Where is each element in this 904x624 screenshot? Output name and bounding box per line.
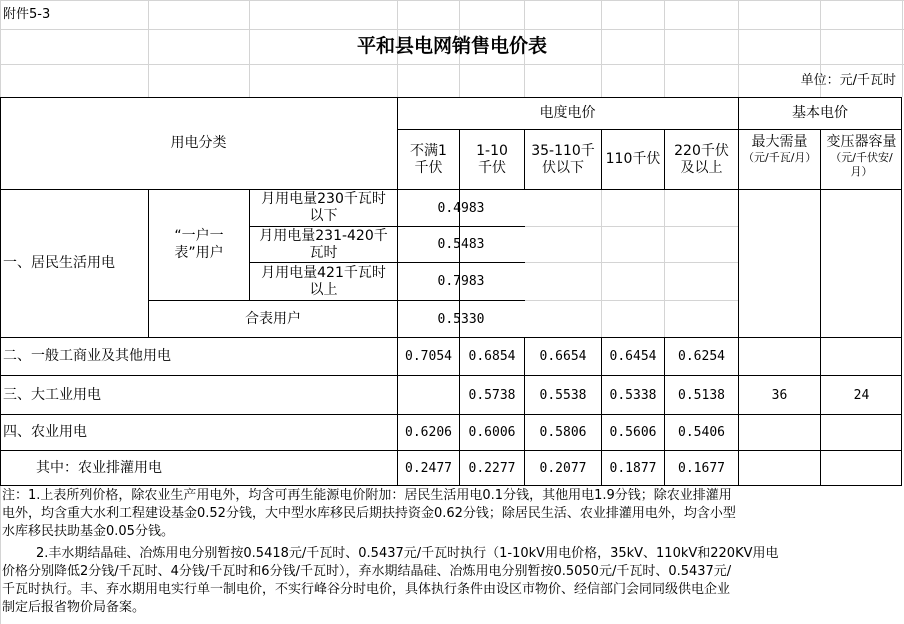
- row-irrigation-price-lt1kv: 0.2477: [405, 460, 452, 476]
- note2-line4: 制定后报省物价局备案。: [2, 600, 146, 615]
- row-general-label: 二、一般工商业及其他用电: [3, 348, 171, 364]
- header-col-lt1kv: 不满1千伏: [410, 142, 447, 176]
- row-agri-price-220kv: 0.5406: [678, 425, 725, 440]
- max-demand-unit: （元/千瓦/月）: [743, 151, 817, 164]
- row-tier3-price: 0.7983: [437, 274, 485, 289]
- note1-line3: 水库移民扶助基金0.05分钱。: [2, 524, 174, 539]
- row-agri-price-35-110kv: 0.5806: [539, 425, 587, 440]
- row-general-price-220kv: 0.6254: [678, 349, 725, 364]
- note2-line1: 2.丰水期结晶硅、冶炼用电分别暂按0.5418元/千瓦时、0.5437元/千瓦时执行（1-10kV用电价格，35kV、110kV和220KV用电: [36, 546, 779, 561]
- note1-line1: 注：1.上表所列价格，除农业生产用电外，均含可再生能源电价附加：居民生活用电0.1分钱，其他用电1.9分钱；除农业排灌用: [2, 488, 732, 503]
- row-irrigation-price-110kv: 0.1877: [609, 460, 657, 476]
- row-large-price-35-110kv: 0.5538: [539, 387, 587, 403]
- header-col-max-demand: [739, 134, 820, 188]
- unit-label: 单位：元/千瓦时: [800, 73, 896, 88]
- row-agri-price-lt1kv: 0.6206: [405, 425, 452, 440]
- transformer-unit: （元/千伏安/月）: [830, 151, 893, 178]
- page-title: 平和县电网销售电价表: [356, 35, 547, 57]
- row-irrigation-price-35-110kv: 0.2077: [539, 460, 587, 476]
- row-shared-meter-price: 0.5330: [437, 311, 485, 327]
- row-agri-price-110kv: 0.5606: [609, 425, 657, 440]
- row-tier1-price: 0.4983: [437, 200, 485, 216]
- row-irrigation-price-1-10kv: 0.2277: [468, 460, 516, 476]
- row-general-price-lt1kv: 0.7054: [405, 349, 452, 364]
- row-agri-label: 四、农业用电: [3, 424, 87, 440]
- note1-line2: 电外，均含重大水利工程建设基金0.52分钱，大中型水库移民后期扶持资金0.62分钱；除居民生活、农业排灌用电外，均含小型: [2, 506, 736, 521]
- row-large-label: 三、大工业用电: [3, 386, 101, 403]
- header-basic-price: 基本电价: [792, 104, 848, 121]
- note2-line2: 价格分别降低2分钱/千瓦时、4分钱/千瓦时和6分钱/千瓦时），弃水期结晶硅、冶炼用电分别暂按0.5050元/千瓦时、0.5437元/: [2, 564, 732, 579]
- row-general-price-35-110kv: 0.6654: [539, 349, 587, 364]
- row-irrigation-price-220kv: 0.1677: [678, 460, 725, 476]
- row-shared-meter-label: 合表用户: [245, 310, 301, 327]
- header-col-35-110kv: 35-110千伏以下: [531, 142, 595, 176]
- row-residential-label: 一、居民生活用电: [3, 255, 115, 271]
- row-tier2-label: 月用电量231-420千瓦时: [259, 227, 388, 261]
- row-large-transformer: 24: [853, 387, 870, 403]
- transformer-label: 变压器容量: [826, 134, 897, 150]
- row-one-meter-label: “一户一表”用户: [174, 228, 224, 261]
- attachment-label: 附件5-3: [3, 7, 51, 22]
- row-large-price-1-10kv: 0.5738: [468, 387, 516, 403]
- row-tier1-label: 月用电量230千瓦时以下: [261, 191, 386, 224]
- header-col-transformer: [821, 134, 902, 188]
- note2-line3: 千瓦时执行。丰、弃水期用电实行单一制电价，不实行峰谷分时电价，具体执行条件由设区市物价、经信部门会同同级供电企业: [2, 582, 731, 597]
- row-tier2-price: 0.5483: [437, 237, 485, 252]
- header-category: 用电分类: [170, 134, 227, 151]
- row-general-price-110kv: 0.6454: [609, 349, 657, 364]
- max-demand-label: 最大需量: [751, 134, 808, 150]
- row-irrigation-label: 其中：农业排灌用电: [36, 459, 162, 476]
- row-large-price-220kv: 0.5138: [678, 387, 725, 403]
- header-col-220kv: 220千伏及以上: [674, 142, 729, 176]
- row-general-price-1-10kv: 0.6854: [468, 349, 516, 364]
- row-large-max-demand: 36: [771, 387, 788, 403]
- row-tier3-label: 月用电量421千瓦时以上: [261, 264, 386, 298]
- header-col-110kv: 110千伏: [605, 151, 661, 167]
- row-agri-price-1-10kv: 0.6006: [468, 425, 516, 440]
- row-large-price-110kv: 0.5338: [609, 387, 657, 403]
- header-col-1-10kv: 1-10千伏: [476, 142, 508, 176]
- header-energy-price: 电度电价: [539, 104, 596, 121]
